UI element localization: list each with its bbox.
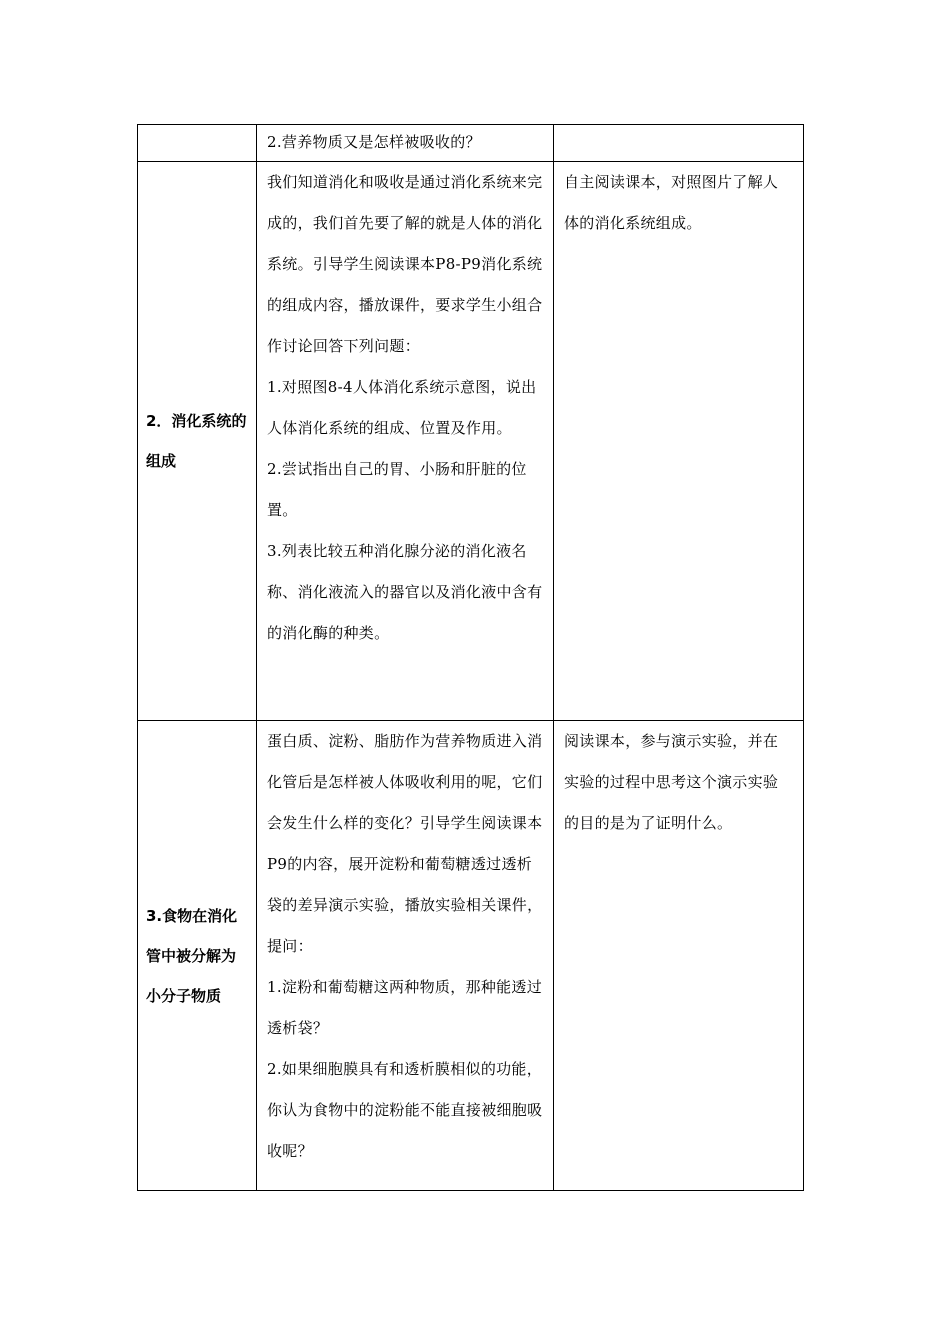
teacher-activity-cell	[257, 162, 554, 721]
table-row	[138, 162, 804, 721]
teacher-activity-cell	[257, 721, 554, 1191]
teacher-paragraph: 2.如果细胞膜具有和透析膜相似的功能，你认为食物中的淀粉能不能直接被细胞吸收呢？	[267, 1060, 543, 1160]
student-activity-cell	[554, 721, 804, 1191]
student-paragraph: 阅读课本，参与演示实验，并在实验的过程中思考这个演示实验的目的是为了证明什么。	[564, 732, 779, 832]
teacher-paragraph: 蛋白质、淀粉、脂肪作为营养物质进入消化管后是怎样被人体吸收利用的呢，它们会发生什么样的变化？引导学生阅读课本P9的内容，展开淀粉和葡萄糖透过透析袋的差异演示实验，播放实验相关课件，提问：	[267, 732, 543, 955]
teacher-paragraph: 2.尝试指出自己的胃、小肠和肝脏的位置。	[267, 460, 527, 519]
teacher-paragraph: 1.淀粉和葡萄糖这两种物质，那种能透过透析袋？	[267, 978, 543, 1037]
teacher-paragraph: 我们知道消化和吸收是通过消化系统来完成的，我们首先要了解的就是人体的消化系统。引导学生阅读课本P8-P9消化系统的组成内容，播放课件，要求学生小组合作讨论回答下列问题：	[267, 173, 543, 355]
stage-cell: 2．消化系统的组成	[138, 162, 257, 721]
lesson-plan-table	[137, 124, 804, 1191]
teacher-activity-cell	[257, 125, 554, 162]
table-row	[138, 125, 804, 162]
teacher-paragraph: 3.列表比较五种消化腺分泌的消化液名称、消化液流入的器官以及消化液中含有的消化酶的种类。	[267, 542, 543, 642]
stage-cell: 3.食物在消化管中被分解为小分子物质	[138, 721, 257, 1191]
table-row	[138, 721, 804, 1191]
teacher-paragraph: 2.营养物质又是怎样被吸收的？	[267, 133, 481, 151]
stage-cell	[138, 125, 257, 162]
student-paragraph	[564, 125, 793, 127]
teacher-paragraph: 1.对照图8-4人体消化系统示意图，说出人体消化系统的组成、位置及作用。	[267, 378, 537, 437]
student-activity-cell	[554, 162, 804, 721]
student-paragraph: 自主阅读课本，对照图片了解人体的消化系统组成。	[564, 173, 779, 232]
student-activity-cell	[554, 125, 804, 162]
